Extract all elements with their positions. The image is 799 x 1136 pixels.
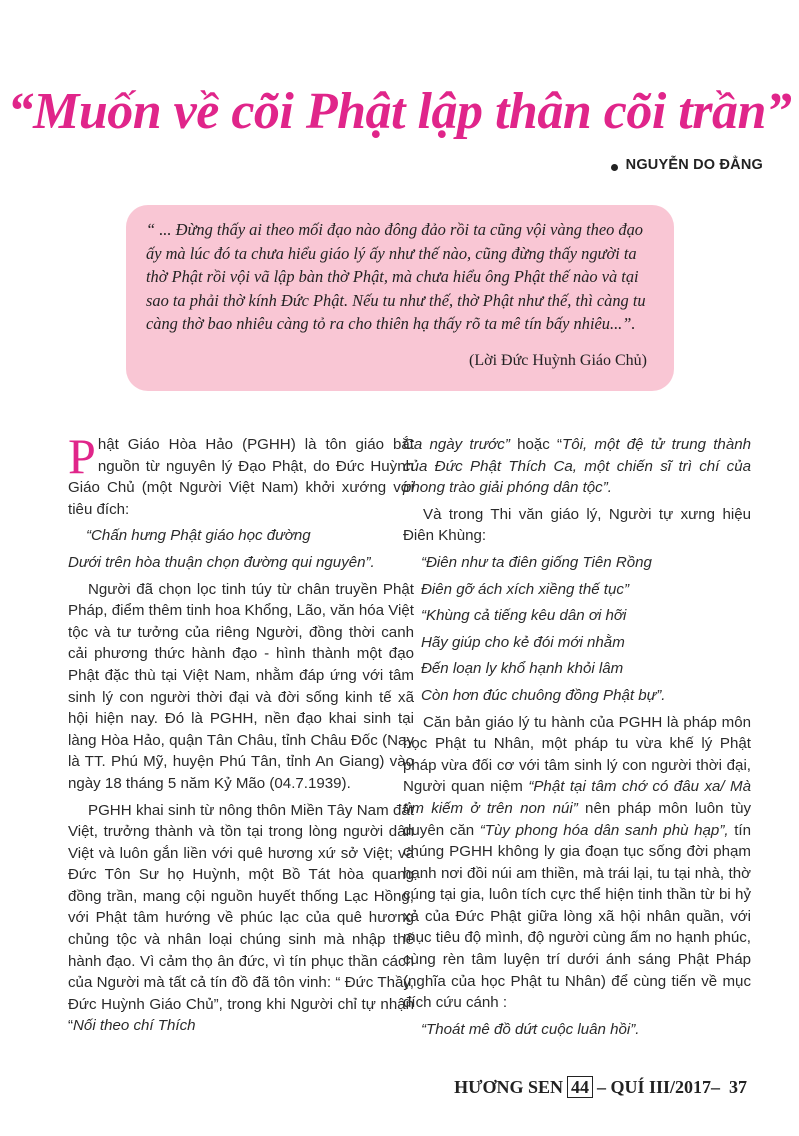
- verse-line: “Điên như ta điên giống Tiên Rồng: [421, 553, 652, 571]
- drop-cap: P: [68, 428, 96, 484]
- article-title: “Muốn về cõi Phật lập thân cõi trần”: [7, 83, 792, 140]
- paragraph: [403, 434, 751, 499]
- paragraph-quote: Tôi, một đệ tử trung thành của Đức Phật Thích Ca, một chiến sĩ trì chí của phong trào giải phóng dân tộc”.: [403, 436, 752, 497]
- issue-number: 44: [567, 1076, 593, 1098]
- paragraph: Người đã chọn lọc tinh túy từ chân truyền Phật Pháp, điểm thêm tinh hoa Khổng, Lão, văn hóa Việt tộc và tư tưởng của riêng Người, đồng thời canh cải phương thức hành đạo - hình thành một đạo Phật đặc thù tại Việt Nam, nhằm đáp ứng với tâm sinh lý con người thời đại và đời sống kinh tế xã hội hiện nay. Đó là PGHH, nền đạo khai sinh tại làng Hòa Hảo, quận Tân Châu, tỉnh Châu Đốc (Nay là TT. Phú Mỹ, huyện Phú Tân, tỉnh An Giang) vào ngày 18 tháng 5 năm Kỷ Mão (04.7.1939).: [68, 580, 414, 792]
- paragraph-text: tín chúng PGHH không ly gia đoạn tục sống đời phạm hạnh nơi đồi núi am thiền, mà trái lại, tu tại nhà, thờ cúng tại gia, luôn tích cực thể hiện tinh thần từ bi hỷ xả của Đức Phật giữa lòng xã hội nhân quần, với mục tiêu độ mình, độ người cùng ấm no hạnh phúc, cùng rèn tâm luyện trí dưới ánh sáng Phật Pháp (nghĩa của học Phật tu Nhân) để cùng tiến về mục đích cứu cánh :: [403, 821, 751, 1012]
- verse-line: “Khùng cả tiếng kêu dân ơi hỡi: [421, 607, 627, 625]
- paragraph-quote: Nối theo chí Thích: [73, 1017, 196, 1035]
- paragraph-quote: “Tùy phong hóa dân sanh phù hạp”,: [479, 821, 729, 839]
- paragraph: Và trong Thi văn giáo lý, Người tự xưng hiệu Điên Khùng:: [403, 505, 751, 545]
- verse-line: Còn hơn đúc chuông đồng Phật bự”.: [421, 686, 666, 704]
- paragraph-text: nên pháp môn luôn tùy duyên căn: [403, 799, 752, 839]
- paragraph: [68, 800, 414, 1038]
- article-column-right: [403, 434, 751, 1045]
- paragraph: [403, 712, 751, 1014]
- verse-line: Dưới trên hòa thuận chọn đường qui nguyên”.: [68, 553, 375, 571]
- author-byline: [611, 157, 763, 173]
- magazine-name: HƯƠNG SEN: [454, 1077, 563, 1097]
- author-name: NGUYỄN DO ĐẲNG: [625, 157, 763, 173]
- issue-period: – QUÍ III/2017–: [596, 1077, 720, 1097]
- paragraph-text: hoặc “: [509, 436, 563, 453]
- epigraph-quote: “ ... Đừng thấy ai theo mối đạo nào đông đảo rồi ta cũng vội vàng theo đạo ấy mà lúc đó ta chưa hiểu giáo lý ấy như thế nào, cũng đừng thấy người ta thờ Phật rồi vội vã lập bàn thờ Phật, mà chưa hiểu ông Phật thế nào và tại sao ta phải thờ kính Đức Phật. Nếu tu như thế, thờ Phật như thế, thì càng tu càng thờ bao nhiêu càng tỏ ra cho thiên hạ thấy rõ ta mê tín bấy nhiêu...”.: [146, 220, 646, 334]
- verse-line: “Chấn hưng Phật giáo học đường: [86, 527, 311, 545]
- paragraph: [68, 428, 414, 520]
- verse-line: “Thoát mê đồ dứt cuộc luân hồi”.: [421, 1020, 640, 1038]
- bullet-icon: [611, 164, 618, 171]
- article-column-left: [68, 428, 414, 1042]
- paragraph-quote: “Phật tại tâm chớ có đâu xa/ Mà tìm kiếm ở trên non núi”: [403, 778, 752, 817]
- epigraph-source: (Lời Đức Huỳnh Giáo Chủ): [469, 352, 647, 369]
- verse-line: Đến loạn ly khổ hạnh khỏi lâm: [421, 660, 624, 678]
- verse-line: Điên gỡ ách xích xiềng thế tục”: [421, 580, 629, 598]
- page-number: 37: [729, 1077, 747, 1097]
- page-footer: [454, 1076, 747, 1098]
- paragraph-text: Căn bản giáo lý tu hành của PGHH là pháp môn học Phật tu Nhân, một pháp tu vừa khế lý Phật pháp vừa đối cơ với tâm sinh lý con người thời đại, Người quan niệm: [403, 713, 751, 796]
- paragraph-text: hật Giáo Hòa Hảo (PGHH) là tôn giáo bắt nguồn từ nguyên lý Đạo Phật, do Đức Huỳnh Giáo Chủ (một Người Việt Nam) khởi xướng với tiêu đích:: [68, 436, 414, 518]
- paragraph-quote: Ca ngày trước”: [403, 436, 510, 453]
- paragraph-text: PGHH khai sinh từ nông thôn Miền Tây Nam đất Việt, trưởng thành và tồn tại trong lòng người dân Việt và luôn gắn liền với quê hương xứ sở Việt; và Đức Tôn Sư họ Huỳnh, một Bồ Tát hòa quang đồng trần, mang cội nguồn huyết thống Lạc Hồng, với Phật tâm hướng về phúc lạc của quê hương chủng tộc và nhân loại chúng sinh mà nhập thế hành đạo. Vì cảm thọ ân đức, vì tín phục thần cách của Người mà tất cả tín đồ đã tôn vinh: “ Đức Thầy, Đức Huỳnh Giáo Chủ”, trong khi Người chỉ tự nhận “: [68, 801, 414, 1035]
- verse-line: Hãy giúp cho kẻ đói mới nhằm: [421, 633, 625, 651]
